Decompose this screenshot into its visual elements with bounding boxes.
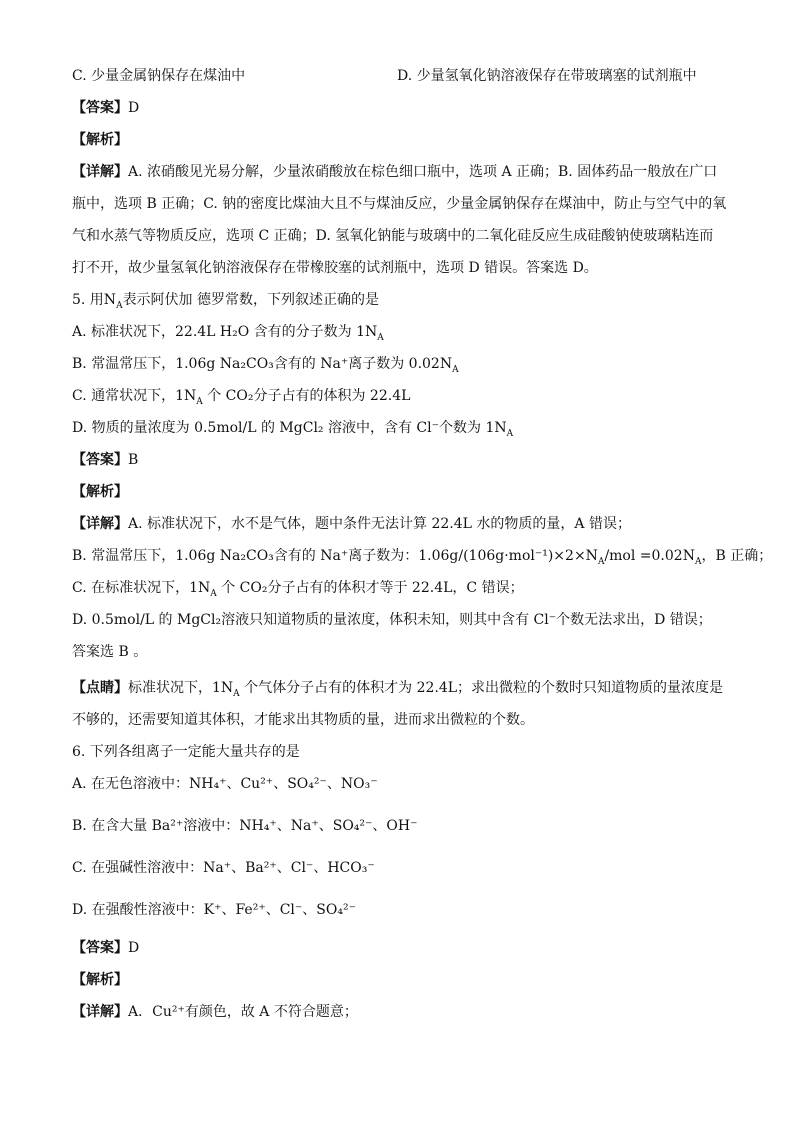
q4-option-d: D. 少量氢氧化钠溶液保存在带玻璃塞的试剂瓶中 bbox=[397, 68, 697, 84]
q5-detail-1 bbox=[72, 514, 631, 534]
point-tag: 【点睛】 bbox=[72, 680, 128, 696]
q6-option-b: B. 在含大量 Ba²⁺溶液中：NH₄⁺、Na⁺、SO₄²⁻、OH⁻ bbox=[72, 818, 418, 834]
option-text: D. 物质的量浓度为 0.5mol/L 的 MgCl₂ 溶液中，含有 Cl⁻个数为 1N bbox=[72, 420, 507, 436]
point-text-2: 个气体分子占有的体积才为 22.4L；求出微粒的个数时只知道物质的量浓度是 bbox=[239, 680, 724, 696]
analysis-tag: 【解析】 bbox=[72, 484, 128, 500]
detail-text: C. 在标准状况下，1N bbox=[72, 580, 211, 596]
detail-text-3: ，B 正确； bbox=[701, 548, 773, 564]
subscript: A bbox=[210, 588, 217, 599]
option-text: B. 常温常压下，1.06g Na₂CO₃含有的 Na⁺离子数为 0.02N bbox=[72, 356, 453, 372]
q6-stem: 6. 下列各组离子一定能大量共存的是 bbox=[72, 744, 300, 760]
q5-option-a bbox=[72, 322, 384, 342]
q4-answer bbox=[72, 98, 139, 118]
detail-tag: 【详解】 bbox=[72, 164, 128, 180]
answer-value: D bbox=[128, 100, 140, 116]
detail-text: A．Cu²⁺有颜色，故 A 不符合题意； bbox=[128, 1004, 358, 1020]
subscript: A bbox=[694, 556, 702, 567]
detail-text-2: 个 CO₂分子占有的体积才等于 22.4L，C 错误； bbox=[216, 580, 524, 596]
q6-analysis-tag bbox=[72, 970, 128, 990]
subscript: A bbox=[233, 688, 240, 699]
q5-point-1 bbox=[72, 678, 723, 698]
q4-option-c: C. 少量金属钠保存在煤油中 bbox=[72, 68, 246, 84]
answer-tag: 【答案】 bbox=[72, 452, 128, 468]
q5-option-d bbox=[72, 418, 513, 438]
analysis-tag: 【解析】 bbox=[72, 972, 128, 988]
q5-detail-4: D. 0.5mol/L 的 MgCl₂溶液只知道物质的量浓度，体积未知，则其中含有 Cl⁻个数无法求出，D 错误； bbox=[72, 612, 712, 628]
subscript: A bbox=[452, 364, 459, 375]
q5-detail-5: 答案选 B 。 bbox=[72, 644, 148, 660]
subscript: A bbox=[196, 396, 203, 407]
detail-text: A. 浓硝酸见光易分解，少量浓硝酸放在棕色细口瓶中，选项 A 正确；B. 固体药品一般放在广口 bbox=[128, 164, 718, 180]
analysis-tag: 【解析】 bbox=[72, 132, 128, 148]
q5-point-2: 不够的，还需要知道其体积，才能求出其物质的量，进而求出微粒的个数。 bbox=[72, 712, 534, 728]
answer-tag: 【答案】 bbox=[72, 940, 128, 956]
q6-answer bbox=[72, 938, 139, 958]
detail-text: A. 标准状况下，水不是气体，题中条件无法计算 22.4L 水的物质的量，A 错误； bbox=[128, 516, 631, 532]
subscript: A bbox=[506, 428, 514, 439]
q6-option-d: D. 在强酸性溶液中：K⁺、Fe²⁺、Cl⁻、SO₄²⁻ bbox=[72, 902, 356, 918]
subscript: A bbox=[597, 556, 605, 567]
answer-tag: 【答案】 bbox=[72, 100, 128, 116]
q4-detail-line-3: 气和水蒸气等物质反应，选项 C 正确；D. 氢氧化钠能与玻璃中的二氧化硅反应生成硅酸钠使玻璃粘连而 bbox=[72, 228, 714, 244]
q5-detail-2 bbox=[72, 546, 772, 566]
point-text: 标准状况下，1N bbox=[128, 680, 234, 696]
q5-detail-3 bbox=[72, 578, 524, 598]
detail-text-2: /mol =0.02N bbox=[604, 548, 695, 564]
answer-value: D bbox=[128, 940, 140, 956]
q5-analysis-tag bbox=[72, 482, 128, 502]
q5-stem bbox=[72, 290, 379, 310]
q6-option-a: A. 在无色溶液中：NH₄⁺、Cu²⁺、SO₄²⁻、NO₃⁻ bbox=[72, 776, 378, 792]
option-text: C. 通常状况下，1N bbox=[72, 388, 197, 404]
option-text-2: 个 CO₂分子占有的体积为 22.4L bbox=[202, 388, 411, 404]
q5-option-b bbox=[72, 354, 459, 374]
q6-option-c: C. 在强碱性溶液中：Na⁺、Ba²⁺、Cl⁻、HCO₃⁻ bbox=[72, 860, 375, 876]
subscript: A bbox=[377, 332, 384, 343]
detail-tag: 【详解】 bbox=[72, 516, 128, 532]
detail-text: B. 常温常压下，1.06g Na₂CO₃含有的 Na⁺离子数为：1.06g/(106g·mol⁻¹)×2×N bbox=[72, 548, 598, 564]
q4-analysis-tag bbox=[72, 130, 128, 150]
q5-stem-text-2: 表示阿伏加 德罗常数，下列叙述正确的是 bbox=[122, 292, 380, 308]
q4-detail-line-4: 打不开，故少量氢氧化钠溶液保存在带橡胶塞的试剂瓶中，选项 D 错误。答案选 D。 bbox=[72, 260, 598, 276]
detail-tag: 【详解】 bbox=[72, 1004, 128, 1020]
q5-option-c bbox=[72, 386, 410, 406]
q4-detail-line-2: 瓶中，选项 B 正确；C. 钠的密度比煤油大且不与煤油反应，少量金属钠保存在煤油中，防止与空气中的氧 bbox=[72, 196, 727, 212]
answer-value: B bbox=[128, 452, 139, 468]
q5-answer bbox=[72, 450, 138, 470]
q6-detail-1 bbox=[72, 1002, 358, 1022]
subscript: A bbox=[116, 300, 123, 311]
q5-stem-text: 5. 用N bbox=[72, 292, 117, 308]
q4-detail-line-1 bbox=[72, 162, 717, 182]
option-text: A. 标准状况下，22.4L H₂O 含有的分子数为 1N bbox=[72, 324, 378, 340]
